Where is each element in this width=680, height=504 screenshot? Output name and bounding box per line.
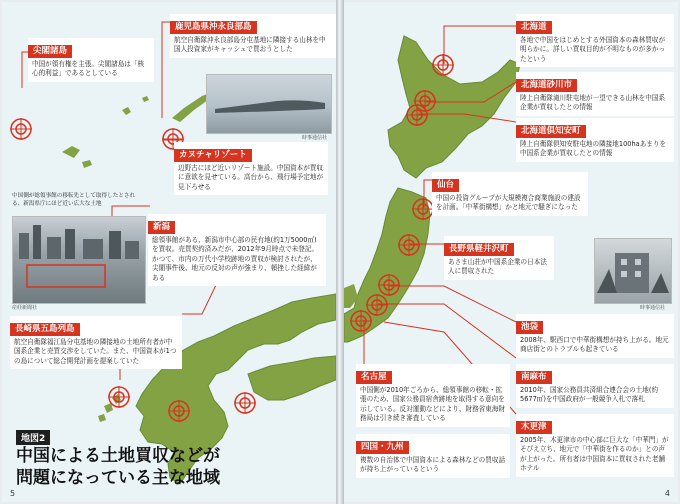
target-karuizawa-icon <box>398 234 420 256</box>
target-kutchan-icon <box>406 104 428 126</box>
target-nagoya-icon <box>350 310 372 332</box>
callout-kanucha <box>174 142 328 195</box>
callout-label: 仙台 <box>432 179 459 192</box>
map-title-line1: 中国による土地買収などが <box>16 446 220 466</box>
callout-label: 北海道倶知安町 <box>516 125 586 138</box>
island-silhouette <box>207 75 331 133</box>
callout-niigata <box>148 214 326 286</box>
target-sendai-icon <box>412 198 434 220</box>
book-gutter <box>336 0 344 504</box>
callout-label: 尖閣諸島 <box>28 45 72 58</box>
callout-sendai <box>432 172 588 216</box>
callout-label: 木更津 <box>516 421 552 434</box>
target-hokkaido-icon <box>432 54 454 76</box>
target-goto-icon <box>108 386 130 408</box>
karuizawa-photo <box>594 238 672 304</box>
callout-label: 北海道 <box>516 21 552 34</box>
target-kyushu-icon <box>168 400 190 422</box>
callout-label: 四国・九州 <box>356 441 409 454</box>
map-number: 地図2 <box>16 430 50 445</box>
callout-sunagawa <box>516 72 674 116</box>
callout-hokkaido <box>516 14 674 67</box>
callout-label: 鹿児島県沖永良部島 <box>170 21 257 34</box>
callout-text: 2005年、木更津市の中心部に巨大な「中華門」がそびえ立ち、地元で「中華街を作るのか」との声が上がった。所有者は中国資本に買収された老舗ホテル <box>520 436 669 473</box>
map-title-line2: 問題になっている主な地域 <box>16 468 220 488</box>
callout-text: 航空自衛隊沖永良部島分屯基地に隣接する山林を中国人投資家がキャッシュで買おうとした <box>174 36 326 54</box>
city-silhouette <box>13 217 145 303</box>
callout-text: 各地で中国をはじめとする外国資本の森林買収が明らかに。詳しい買収目的が不明なものが多かったという <box>520 36 666 63</box>
callout-goto <box>10 316 182 369</box>
callout-kisarazu <box>516 414 674 477</box>
callout-text: 複数の自治体で中国資本による森林などの買収話が持ち上がっているという <box>360 456 506 474</box>
callout-label: 北海道砂川市 <box>516 79 577 92</box>
callout-label: 南麻布 <box>516 371 552 384</box>
page-number: 4 <box>664 489 670 498</box>
niigata-photo-caption: 中国側が総領事館の移転先として取得したとされる、新潟県庁にほど近い広大な土地 <box>12 193 136 207</box>
callout-text: 総領事館がある、新潟市中心部の民有地(約1万5000㎡)を買収。売買契約済みだが、2012年9月時点で未登記。かつて、市内の万代小学校跡地の買収が検討されたが、尖閣事件後、地元の反対の声が強まり、頓挫した経緯がある <box>152 236 319 282</box>
callout-minamiazabu <box>516 364 674 408</box>
callout-text: 中国側が2010年ごろから、総領事館の移転・拡張のため、国家公務員宿舎跡地を取得する意向を示している。反対運動などにより、財務省東海財務局は引き続き審査している <box>360 386 506 423</box>
callout-text: 辺野古にほど近いリゾート施設。中国資本が買収に意欲を見せている。高台から、飛行場予定地が見下ろせる <box>178 164 324 191</box>
target-senkaku-icon <box>10 118 32 140</box>
callout-label: 池袋 <box>516 321 543 334</box>
callout-text: 航空自衛隊福江島分屯基地の隣接地の土地所有者が中国系企業と売買交渉をしていた。また、中国資本が1つの島について総合開発計画を提案していた <box>14 338 177 365</box>
callout-text: 中国が領有権を主張。尖閣諸島は「核心的利益」であるとしている <box>32 60 145 78</box>
callout-shikoku-kyushu <box>356 434 510 478</box>
right-page <box>344 2 678 502</box>
callout-label: 新潟 <box>148 221 175 234</box>
callout-nagoya <box>356 364 510 427</box>
building-silhouette <box>595 239 671 303</box>
callout-text: 中国の投資グループが大規模複合商業施設の建設を計画。「中華街構想」かと地元で騒ぎになった <box>436 194 581 212</box>
photo-credit: 時事通信社 <box>302 135 328 141</box>
callout-text: 2010年、国家公務員共済組合連合会の土地(約5677㎡)を中国政府が一般競争入札で落札 <box>520 386 659 404</box>
callout-label: 長野県軽井沢町 <box>444 243 514 256</box>
target-tokyo-icon <box>378 274 400 296</box>
callout-text: 陸上自衛隊滝川駐屯地が一望できる山林を中国系企業が買収したとの情報 <box>520 94 666 112</box>
callout-senkaku <box>28 38 154 82</box>
callout-kutchan <box>516 118 674 162</box>
photo-credit: 時事通信社 <box>640 305 666 311</box>
photo-credit: 産経新聞社 <box>12 305 38 311</box>
left-page <box>2 2 336 502</box>
page-number: 5 <box>10 489 16 498</box>
callout-ikebukuro <box>516 314 674 358</box>
callout-text: あさま山荘が中国系企業の日本法人に買収された <box>448 258 547 276</box>
map-title-block <box>16 426 266 489</box>
callout-okinoerabu <box>170 14 336 58</box>
callout-label: カヌチャリゾート <box>174 149 252 162</box>
callout-label: 長崎県五島列島 <box>10 323 80 336</box>
callout-text: 2008年、駅西口で中華街構想が持ち上がる。地元商店街とのトラブルも起きている <box>520 336 669 354</box>
callout-label: 名古屋 <box>356 371 392 384</box>
niigata-photo <box>12 216 146 304</box>
target-shikoku-icon <box>234 392 256 414</box>
okinoerabu-photo <box>206 74 332 134</box>
callout-text: 陸上自衛隊倶知安駐屯地の隣接地100haあまりを中国系企業が買収したとの情報 <box>520 140 667 158</box>
callout-karuizawa <box>444 236 554 280</box>
